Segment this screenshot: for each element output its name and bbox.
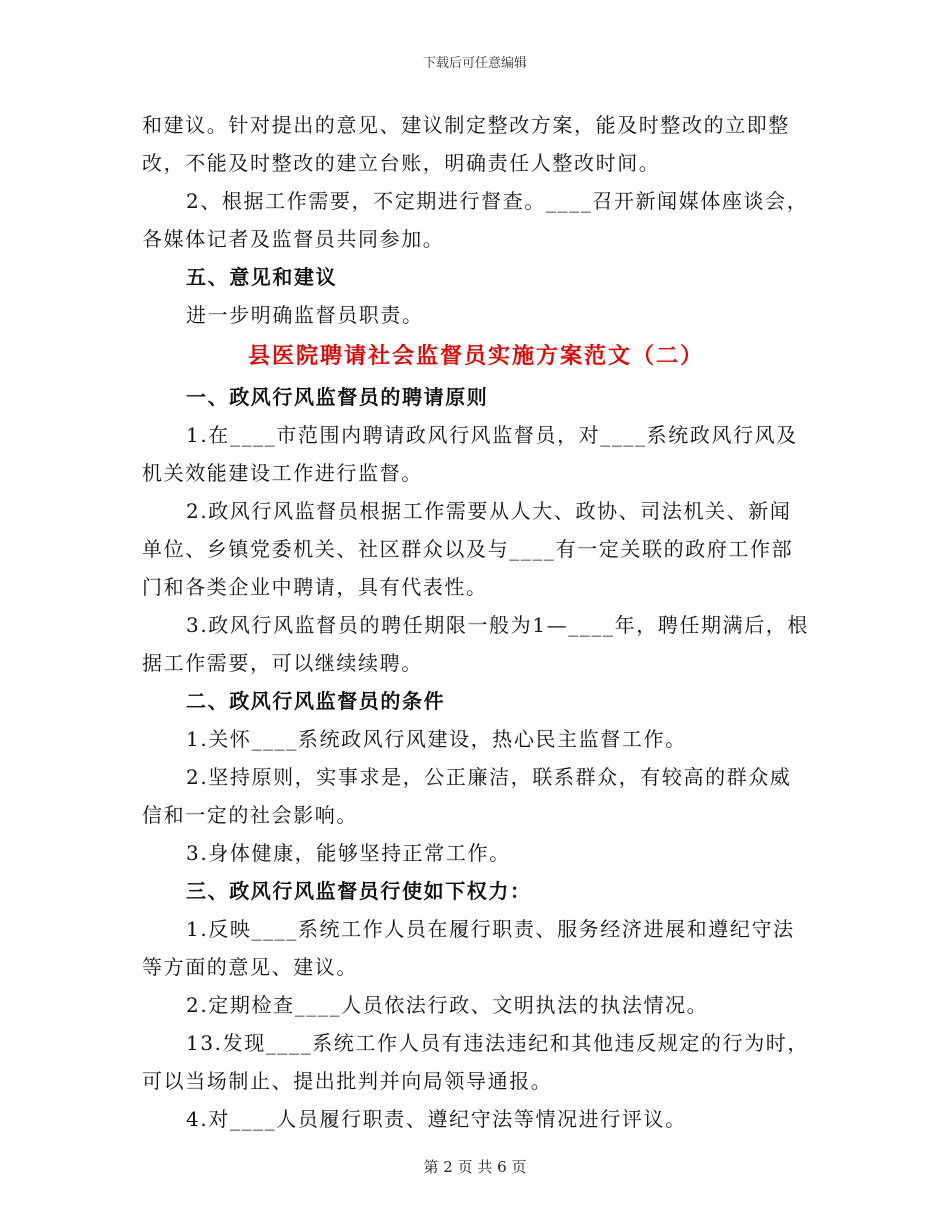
paragraph-line: 进一步明确监督员职责。 — [186, 303, 424, 327]
document-title: 县医院聘请社会监督员实施方案范文（二） — [247, 343, 704, 369]
paragraph-line: 2.坚持原则，实事求是，公正廉洁，联系群众，有较高的群众威 — [186, 765, 792, 789]
paragraph-line: 改，不能及时整改的建立台账，明确责任人整改时间。 — [142, 151, 661, 175]
paragraph-line: 2.政风行风监督员根据工作需要从人大、政协、司法机关、新闻 — [186, 499, 792, 523]
section-heading: 三、政风行风监督员行使如下权力： — [186, 879, 532, 903]
paragraph-line: 2、根据工作需要，不定期进行督查。____召开新闻媒体座谈会， — [186, 189, 809, 213]
paragraph-line: 等方面的意见、建议。 — [142, 955, 358, 979]
paragraph-line: 门和各类企业中聘请，具有代表性。 — [142, 575, 488, 599]
paragraph-line: 1.关怀____系统政风行风建设，热心民主监督工作。 — [186, 727, 687, 751]
paragraph-line: 3.政风行风监督员的聘任期限一般为1—____年，聘任期满后，根 — [186, 613, 810, 637]
paragraph-line: 13.发现____系统工作人员有违法违纪和其他违反规定的行为时， — [186, 1031, 810, 1055]
section-heading: 一、政风行风监督员的聘请原则 — [186, 385, 489, 409]
paragraph-line: 1.在____市范围内聘请政风行风监督员，对____系统政风行风及 — [186, 423, 798, 447]
paragraph-line: 4.对____人员履行职责、遵纪守法等情况进行评议。 — [186, 1107, 687, 1131]
paragraph-line: 机关效能建设工作进行监督。 — [142, 461, 423, 485]
paragraph-line: 单位、乡镇党委机关、社区群众以及与____有一定关联的政府工作部 — [142, 537, 794, 561]
paragraph-line: 1.反映____系统工作人员在履行职责、服务经济进展和遵纪守法 — [186, 917, 795, 941]
paragraph-line: 信和一定的社会影响。 — [142, 803, 358, 827]
page-header-note: 下载后可任意编辑 — [422, 56, 527, 71]
paragraph-line: 据工作需要，可以继续续聘。 — [142, 651, 423, 675]
paragraph-line: 可以当场制止、提出批判并向局领导通报。 — [142, 1069, 553, 1093]
paragraph-line: 3.身体健康，能够坚持正常工作。 — [186, 841, 511, 865]
section-heading: 五、意见和建议 — [186, 265, 338, 289]
paragraph-line: 和建议。针对提出的意见、建议制定整改方案，能及时整改的立即整 — [142, 113, 790, 137]
document-body — [142, 106, 810, 1138]
paragraph-line: 各媒体记者及监督员共同参加。 — [142, 227, 445, 251]
page-footer: 第 2 页 共 6 页 — [423, 1158, 527, 1176]
section-heading: 二、政风行风监督员的条件 — [186, 689, 446, 713]
paragraph-line: 2.定期检查____人员依法行政、文明执法的执法情况。 — [186, 993, 709, 1017]
